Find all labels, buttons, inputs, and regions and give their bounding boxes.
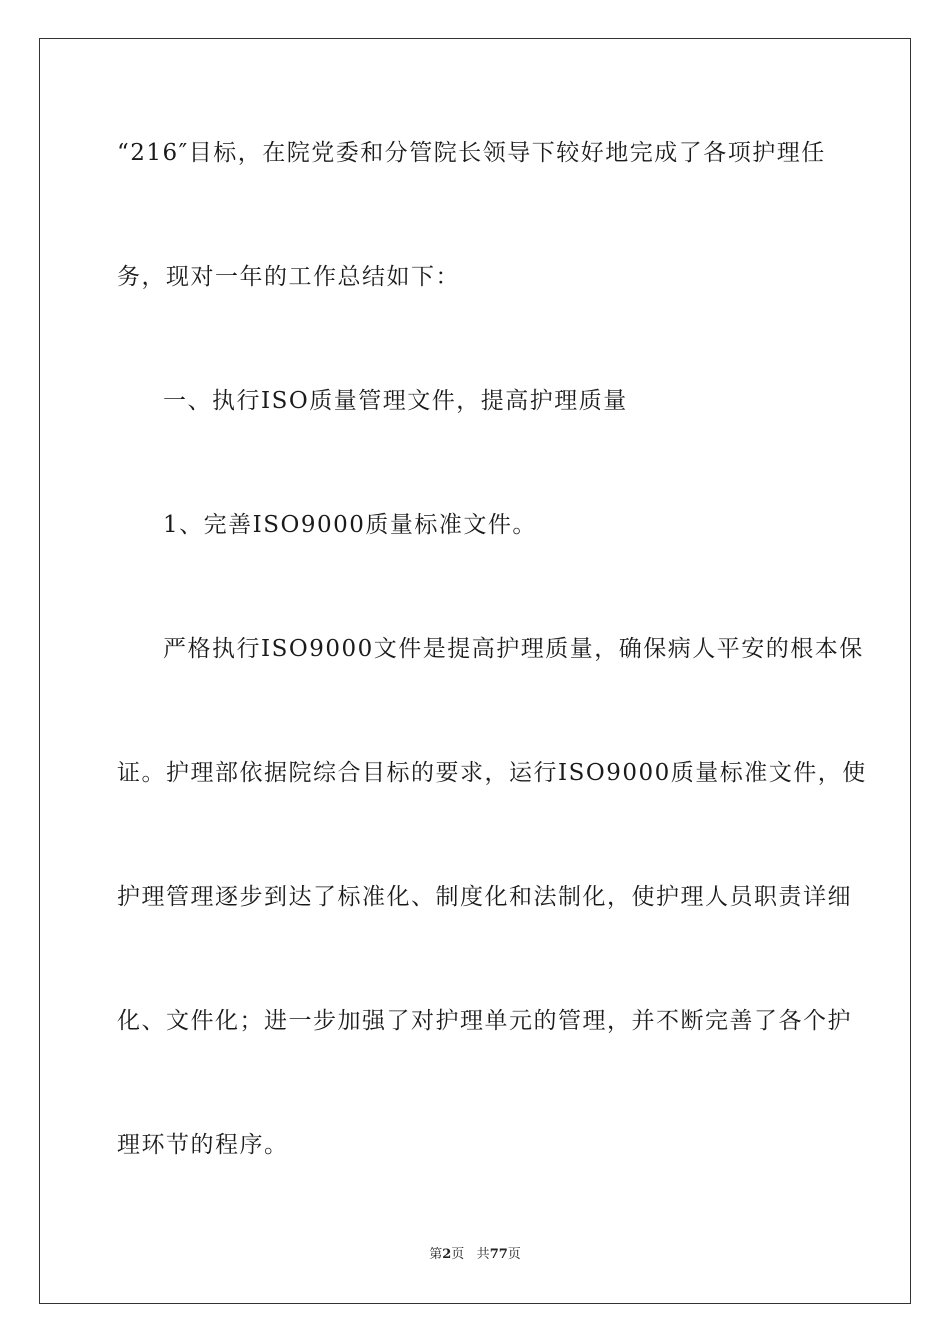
total-suffix: 页 [507,1247,521,1262]
paragraph-line: 证。护理部依据院综合目标的要求，运行ISO9000质量标准文件，使 [117,760,867,786]
paragraph-line: 务，现对一年的工作总结如下： [117,264,460,290]
paragraph-line: 严格执行ISO9000文件是提高护理质量，确保病人平安的根本保 [163,636,864,662]
page-number: 2 [442,1247,452,1262]
page-suffix: 页 [451,1247,465,1262]
section-heading: 一、执行ISO质量管理文件，提高护理质量 [163,388,628,414]
subsection-heading: 1、完善ISO9000质量标准文件。 [163,512,537,538]
page-footer [0,1246,950,1264]
total-prefix: 共 [476,1247,490,1262]
paragraph-line: 理环节的程序。 [117,1132,289,1158]
paragraph-line: “216″目标，在院党委和分管院长领导下较好地完成了各项护理任 [117,140,826,166]
paragraph-line: 护理管理逐步到达了标准化、制度化和法制化，使护理人员职责详细 [117,884,852,910]
total-pages: 77 [489,1247,508,1262]
paragraph-line: 化、文件化；进一步加强了对护理单元的管理，并不断完善了各个护 [117,1008,852,1034]
page-border [39,38,911,1304]
page-prefix: 第 [429,1247,443,1262]
